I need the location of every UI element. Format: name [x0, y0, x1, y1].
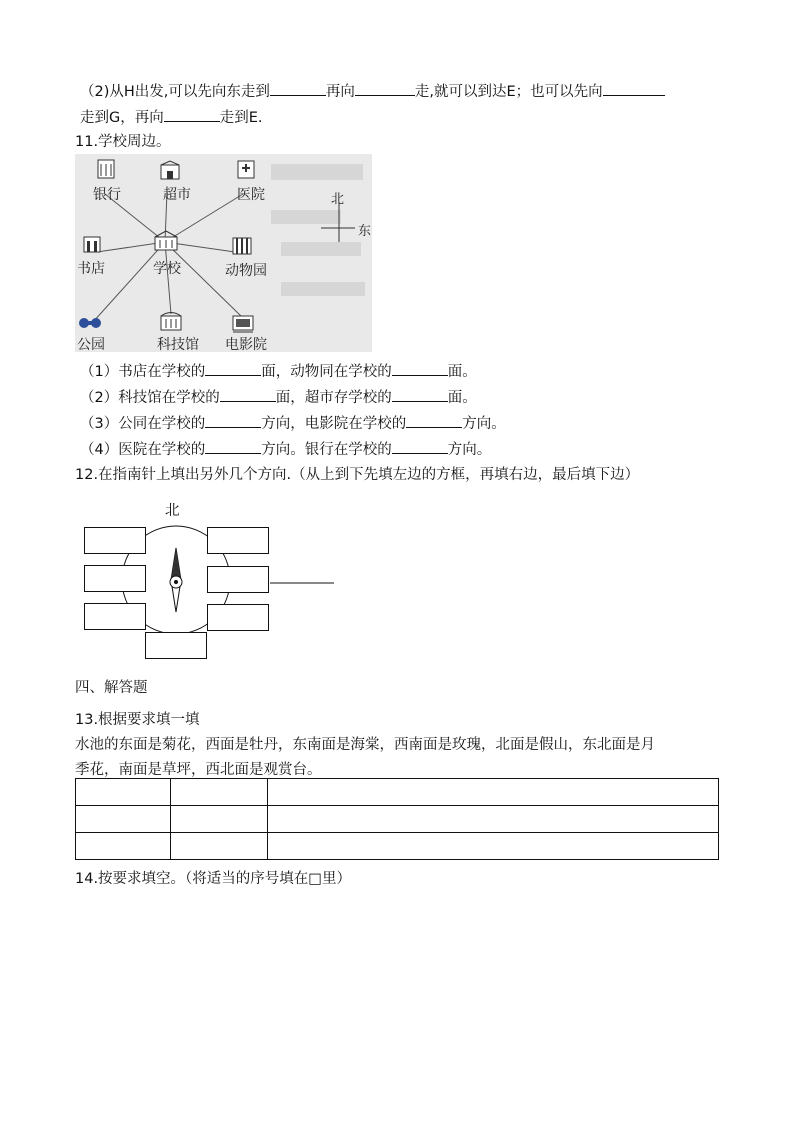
q11-item-3: （3）公同在学校的 方向，电影院在学校的 方向。 — [80, 412, 506, 433]
table-row — [76, 779, 719, 806]
compass-box-left-bottom[interactable] — [84, 603, 146, 630]
table-cell[interactable] — [76, 806, 171, 833]
school-label: 学校 — [153, 261, 181, 277]
table-cell[interactable] — [171, 806, 268, 833]
answer-blank[interactable] — [406, 413, 462, 428]
compass-box-right-top[interactable] — [207, 527, 269, 554]
compass-box-left-top[interactable] — [84, 527, 146, 554]
q11-item-2: （2）科技馆在学校的 面，超市存学校的 面。 — [80, 386, 477, 407]
table-cell[interactable] — [268, 833, 719, 860]
answer-blank[interactable] — [164, 107, 220, 122]
q11-item-1: （1）书店在学校的 面，动物同在学校的 面。 — [80, 360, 477, 381]
q13-title: 13.根据要求填一填 — [75, 712, 200, 728]
table-cell[interactable] — [76, 779, 171, 806]
table-row — [76, 833, 719, 860]
compass-box-bottom[interactable] — [145, 632, 207, 659]
answer-blank[interactable] — [220, 387, 276, 402]
science-museum-label: 科技馆 — [157, 337, 199, 352]
school-surroundings-map — [75, 154, 372, 352]
compass-box-left-middle[interactable] — [84, 565, 146, 592]
map-north-label: 北 — [331, 192, 345, 207]
answer-blank[interactable] — [205, 439, 261, 454]
cinema-label: 电影院 — [225, 337, 267, 352]
zoo-label: 动物园 — [225, 263, 267, 279]
map-east-label: 东 — [358, 224, 372, 239]
answer-blank[interactable] — [205, 413, 261, 428]
q13-answer-table — [75, 778, 719, 860]
hospital-label: 医院 — [237, 187, 265, 203]
answer-blank[interactable] — [355, 81, 415, 96]
q11-title: 11.学校周边。 — [75, 134, 171, 150]
compass-box-right-bottom[interactable] — [207, 604, 269, 631]
direction-cross-icon — [75, 154, 372, 352]
table-cell[interactable] — [268, 779, 719, 806]
supermarket-label: 超市 — [163, 187, 191, 203]
table-cell[interactable] — [171, 779, 268, 806]
q11-item-4: （4）医院在学校的 方向。银行在学校的 方向。 — [80, 438, 491, 459]
section-4-title: 四、解答题 — [75, 680, 148, 696]
answer-blank[interactable] — [392, 361, 448, 376]
compass-north-label: 北 — [165, 503, 180, 519]
compass-box-right-middle[interactable] — [207, 566, 269, 593]
q13-text-line1: 水池的东面是菊花，西面是牡丹，东南面是海棠，西南面是玫瑰，北面是假山，东北面是月 — [75, 737, 655, 753]
bookstore-label: 书店 — [77, 261, 105, 277]
answer-blank[interactable] — [270, 81, 326, 96]
park-label: 公园 — [77, 337, 105, 352]
table-row — [76, 806, 719, 833]
table-cell[interactable] — [76, 833, 171, 860]
table-cell[interactable] — [268, 806, 719, 833]
answer-blank[interactable] — [205, 361, 261, 376]
answer-blank[interactable] — [603, 81, 665, 96]
q10-part2-line1: （2)从H出发,可以先向东走到 再向 走,就可以到达E；也可以先向 — [80, 80, 665, 101]
answer-blank[interactable] — [392, 439, 448, 454]
q13-text-line2: 季花，南面是草坪，西北面是观赏台。 — [75, 762, 322, 778]
q14-title: 14.按要求填空。（将适当的序号填在□里） — [75, 871, 352, 887]
q12-title: 12.在指南针上填出另外几个方向.（从上到下先填左边的方框，再填右边，最后填下边） — [75, 467, 640, 483]
q10-part2-line2: 走到G，再向 走到E. — [80, 106, 263, 127]
answer-blank[interactable] — [392, 387, 448, 402]
table-cell[interactable] — [171, 833, 268, 860]
bank-label: 银行 — [93, 187, 121, 203]
